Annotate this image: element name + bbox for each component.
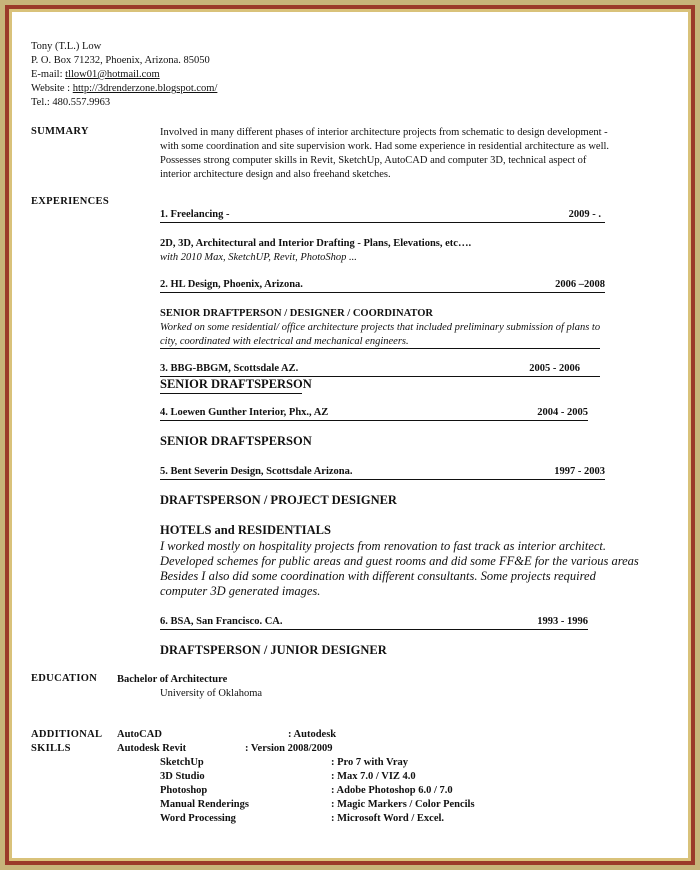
skill-value: : Pro 7 with Vray xyxy=(331,757,408,768)
contact-email-row xyxy=(31,68,160,82)
skills-label-1: ADDITIONAL xyxy=(31,729,103,740)
job-title-1: 2D, 3D, Architectural and Interior Drafting - Plans, Elevations, etc…. xyxy=(160,238,472,249)
summary-text xyxy=(160,126,609,182)
job-employer: 5. Bent Severin Design, Scottsdale Arizona. xyxy=(160,466,353,477)
education-label: EDUCATION xyxy=(31,673,98,684)
job-employer: 1. Freelancing - xyxy=(160,209,230,220)
job-employer: 3. BBG-BBGM, Scottsdale AZ. xyxy=(160,363,299,374)
contact-website-row xyxy=(31,82,217,96)
summary-line: Involved in many different phases of interior architecture projects from schematic to design development - xyxy=(160,127,608,138)
skill-value: : Version 2008/2009 xyxy=(245,743,333,754)
job-years: 2004 - 2005 xyxy=(537,407,588,418)
job-years: 1993 - 1996 xyxy=(537,616,588,627)
summary-line: with some coordination and site supervision work. Had some experience in residential architecture as well. xyxy=(160,141,610,152)
summary-label: SUMMARY xyxy=(31,126,89,137)
job-employer: 4. Loewen Gunther Interior, Phx., AZ xyxy=(160,407,329,418)
summary-line: interior architecture design and also freehand sketches. xyxy=(160,169,391,180)
job-employer: 6. BSA, San Francisco. CA. xyxy=(160,616,283,627)
education-school: University of Oklahoma xyxy=(160,688,263,699)
job-heading-4 xyxy=(160,407,588,421)
job-desc-5 xyxy=(160,539,639,599)
skill-name: Photoshop xyxy=(160,785,208,796)
email-link[interactable]: tllow01@hotmail.com xyxy=(65,69,160,80)
job-heading-2 xyxy=(160,279,605,293)
contact-tel: Tel.: 480.557.9963 xyxy=(31,97,111,108)
website-link[interactable]: http://3drenderzone.blogspot.com/ xyxy=(72,83,218,94)
website-label: Website : xyxy=(31,83,73,94)
job-desc-line: Besides I also did some coordination with different consultants. Some projects required xyxy=(160,569,596,583)
job-heading-6 xyxy=(160,616,588,630)
skill-value: : Microsoft Word / Excel. xyxy=(331,813,445,824)
education-degree: Bachelor of Architecture xyxy=(117,674,228,685)
job-title-6: DRAFTSPERSON / JUNIOR DESIGNER xyxy=(160,643,387,657)
job-years: 2005 - 2006 xyxy=(529,363,580,374)
job-desc-line: Developed schemes for public areas and guest rooms and did some FF&E for the various areas xyxy=(160,554,639,568)
job-desc-1: with 2010 Max, SketchUP, Revit, PhotoShop ... xyxy=(160,252,357,263)
job-title-5: DRAFTSPERSON / PROJECT DESIGNER xyxy=(160,493,397,507)
skills-label-2: SKILLS xyxy=(31,743,71,754)
job-desc-2b: city, coordinated with electrical and mechanical engineers. xyxy=(160,335,600,349)
job-title-4: SENIOR DRAFTSPERSON xyxy=(160,434,312,448)
job-years: 2006 –2008 xyxy=(555,279,605,290)
skill-value: : Autodesk xyxy=(288,729,337,740)
skill-name: Word Processing xyxy=(160,813,236,824)
job-years: 1997 - 2003 xyxy=(554,466,605,477)
contact-address: P. O. Box 71232, Phoenix, Arizona. 85050 xyxy=(31,55,210,66)
skill-name: SketchUp xyxy=(160,757,204,768)
experiences-label: EXPERIENCES xyxy=(31,196,109,207)
job-desc-line: computer 3D generated images. xyxy=(160,584,321,598)
contact-name: Tony (T.L.) Low xyxy=(31,41,102,52)
job-heading-1 xyxy=(160,209,605,223)
job-desc-2a: Worked on some residential/ office architecture projects that included preliminary submission of plans to xyxy=(160,322,601,333)
email-label: E-mail: xyxy=(31,69,66,80)
job-subtitle-5: HOTELS and RESIDENTIALS xyxy=(160,523,331,537)
job-employer: 2. HL Design, Phoenix, Arizona. xyxy=(160,279,303,290)
skill-name: 3D Studio xyxy=(160,771,205,782)
skill-name: Autodesk Revit xyxy=(117,743,187,754)
skill-value: : Max 7.0 / VIZ 4.0 xyxy=(331,771,416,782)
summary-line: Possesses strong computer skills in Revit, SketchUp, AutoCAD and computer 3D, technical aspect of xyxy=(160,155,587,166)
skill-value: : Adobe Photoshop 6.0 / 7.0 xyxy=(331,785,453,796)
skill-name: AutoCAD xyxy=(117,729,162,740)
job-title-3: SENIOR DRAFTSPERSON xyxy=(160,377,312,391)
job-desc-line: I worked mostly on hospitality projects from renovation to fast track as interior architect. xyxy=(160,539,607,553)
job-title-2: SENIOR DRAFTPERSON / DESIGNER / COORDINATOR xyxy=(160,308,433,319)
job-years: 2009 - . xyxy=(568,209,601,220)
job-heading-3 xyxy=(160,363,600,377)
skill-value: : Magic Markers / Color Pencils xyxy=(331,799,475,810)
job-heading-5 xyxy=(160,466,605,480)
title-underline xyxy=(160,393,302,394)
skill-name: Manual Renderings xyxy=(160,799,249,810)
